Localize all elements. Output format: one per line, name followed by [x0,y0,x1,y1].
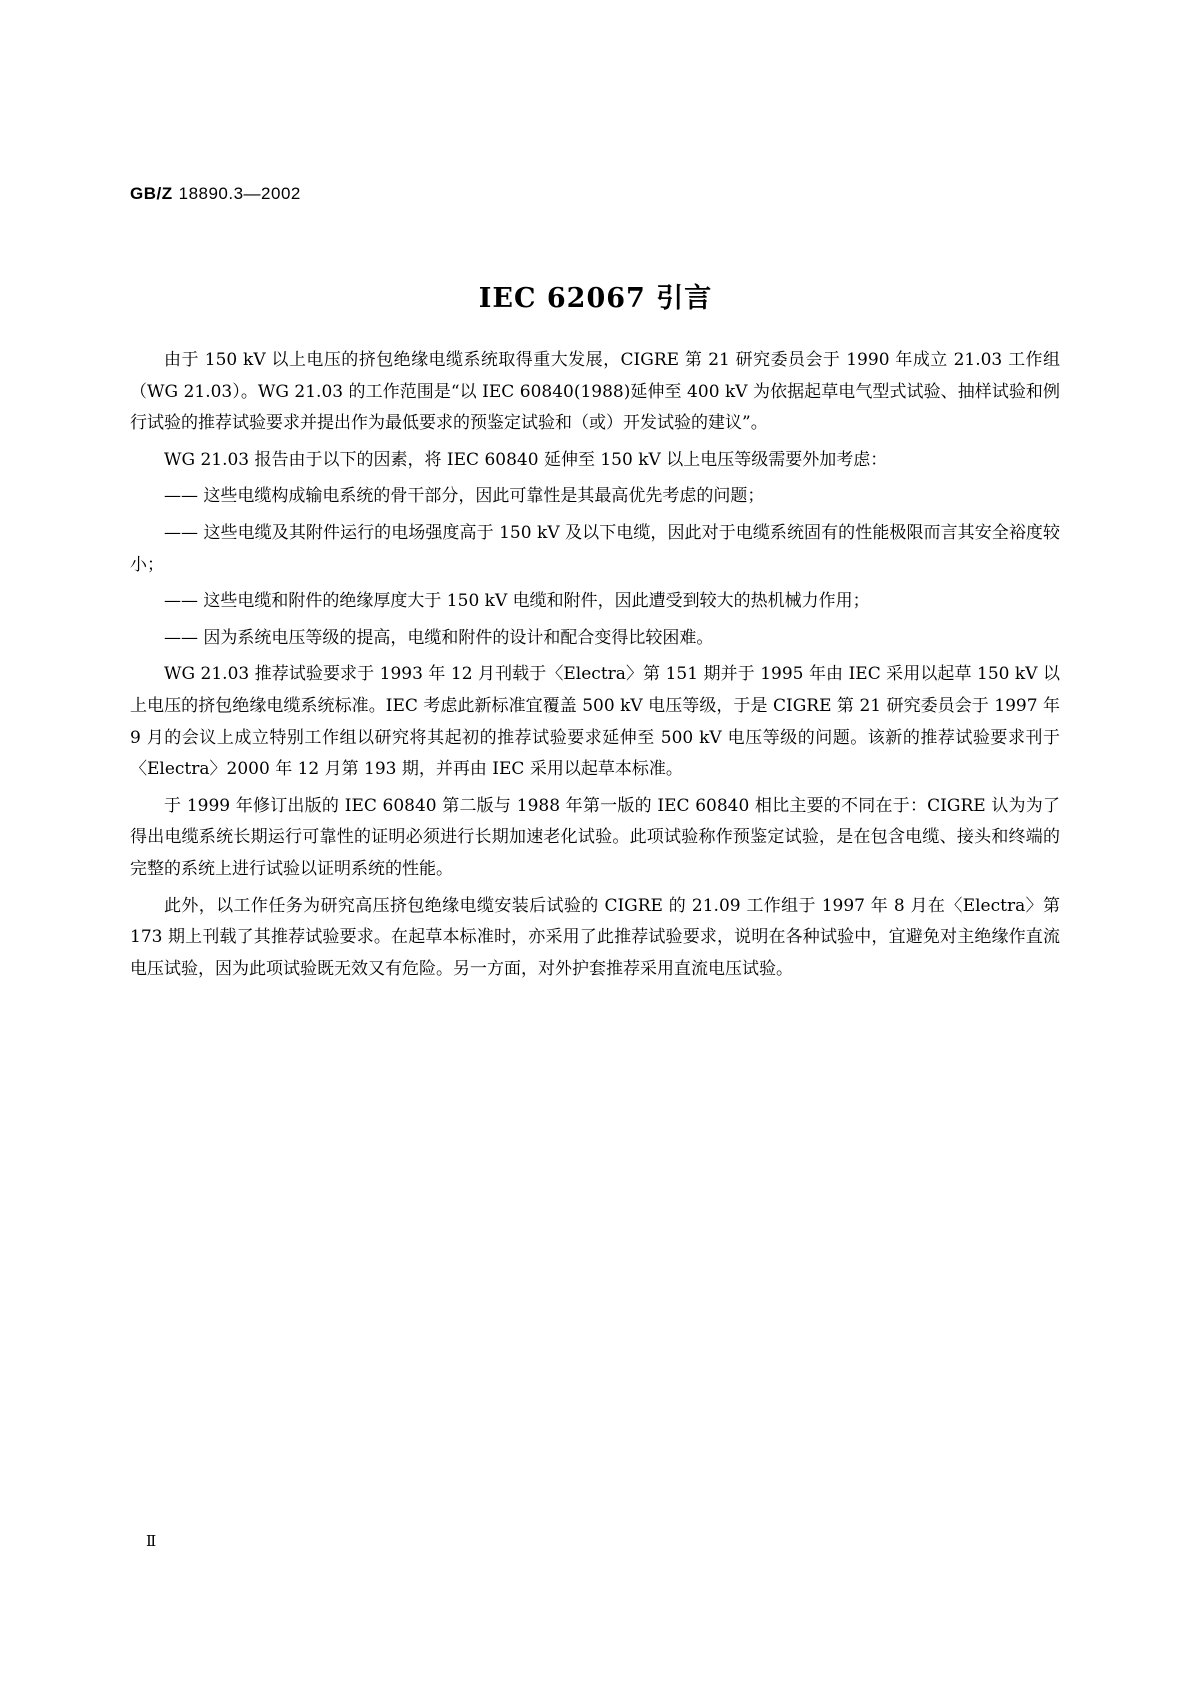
page-number: Ⅱ [146,1532,157,1550]
list-item: —— 这些电缆和附件的绝缘厚度大于 150 kV 电缆和附件，因此遭受到较大的热机械力作用； [164,591,870,612]
list-item: —— 这些电缆构成输电系统的骨干部分，因此可靠性是其最高优先考虑的问题； [164,486,765,507]
paragraph: 于 1999 年修订出版的 IEC 60840 第二版与 1988 年第一版的 IEC 60840 相比主要的不同在于：CIGRE 认为为了得出电缆系统长期运行可靠性的证明必须进行长期加速老化试验。此项试验称作预鉴定试验，是在包含电缆、接头和终端的完整的系统上进行试验以证明系统的性能。 [130,795,1060,879]
paragraph: 此外，以工作任务为研究高压挤包绝缘电缆安装后试验的 CIGRE 的 21.09 工作组于 1997 年 8 月在〈Electra〉第 173 期上刊载了其推荐试验要求。在起草本标准时，亦采用了此推荐试验要求，说明在各种试验中，宜避免对主绝缘作直流电压试验，因为此项试验既无效又有危险。另一方面，对外护套推荐采用直流电压试验。 [130,895,1060,979]
paragraph: WG 21.03 报告由于以下的因素，将 IEC 60840 延伸至 150 kV 以上电压等级需要外加考虑： [164,449,888,470]
page-title: IEC 62067 引言 [478,283,713,314]
list-item: —— 因为系统电压等级的提高，电缆和附件的设计和配合变得比较困难。 [164,627,714,648]
list-item: —— 这些电缆及其附件运行的电场强度高于 150 kV 及以下电缆，因此对于电缆系统固有的性能极限而言其安全裕度较小； [130,522,1060,575]
paragraph: 由于 150 kV 以上电压的挤包绝缘电缆系统取得重大发展，CIGRE 第 21 研究委员会于 1990 年成立 21.03 工作组（WG 21.03）。WG 21.03 的工作范围是“以 IEC 60840(1988)延伸至 400 kV 为依据起草电气型式试验、抽样试验和例行试验的推荐试验要求并提出作为最低要求的预鉴定试验和（或）开发试验的建议”。 [130,350,1060,434]
standard-code [130,184,301,204]
standard-prefix: GB/Z [130,184,173,203]
document-body [130,345,1060,990]
standard-number: 18890.3—2002 [178,184,301,203]
paragraph: WG 21.03 推荐试验要求于 1993 年 12 月刊载于〈Electra〉第 151 期并于 1995 年由 IEC 采用以起草 150 kV 以上电压的挤包绝缘电缆系统标准。IEC 考虑此新标准宜覆盖 500 kV 电压等级，于是 CIGRE 第 21 研究委员会于 1997 年 9 月的会议上成立特别工作组以研究将其起初的推荐试验要求延伸至 500 kV 电压等级的问题。该新的推荐试验要求刊于〈Electra〉2000 年 12 月第 193 期，并再由 IEC 采用以起草本标准。 [130,664,1060,780]
